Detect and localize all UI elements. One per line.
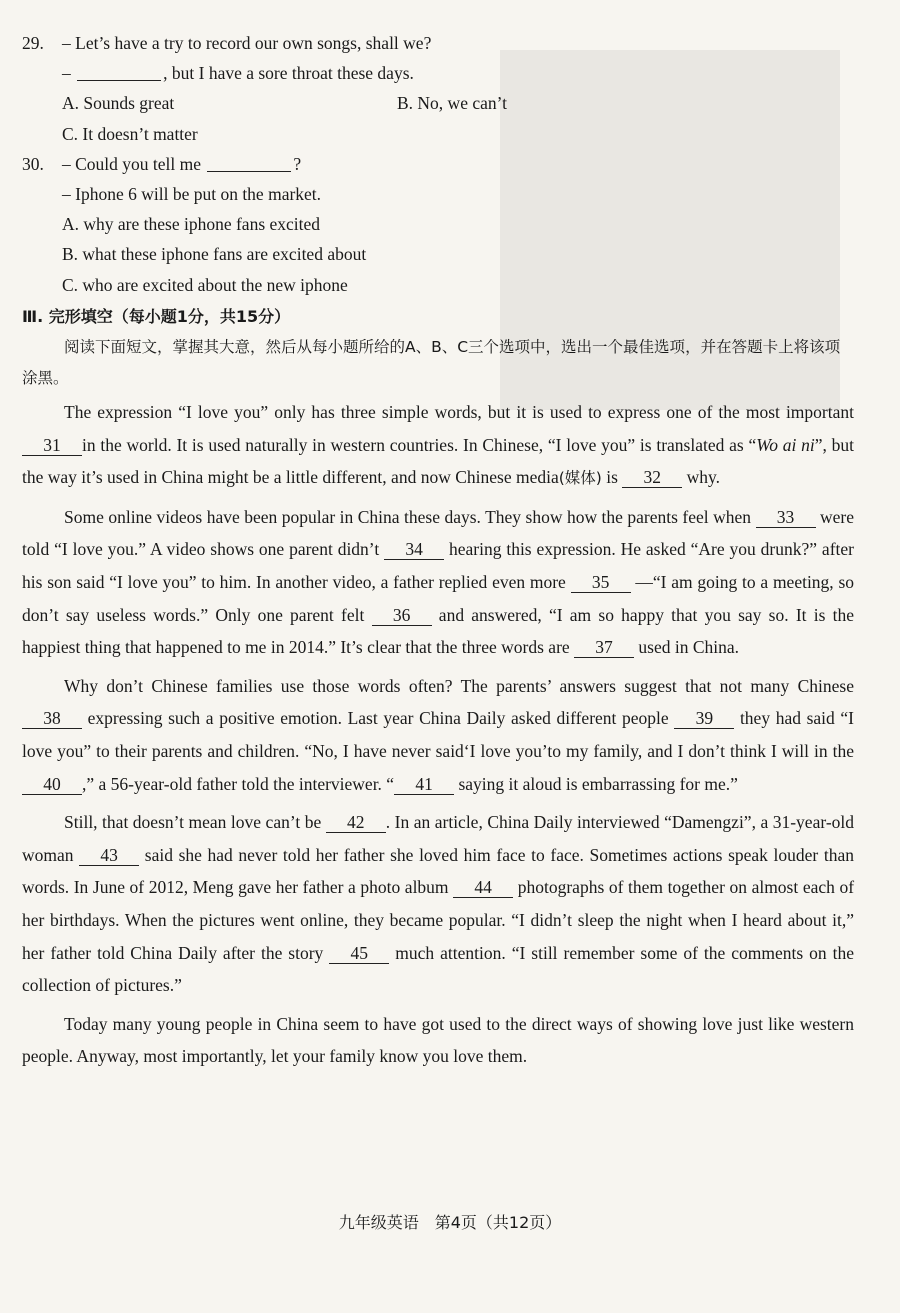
text: were told “I love you.” A video shows one parent didn’t [22,506,855,560]
question-29-prompt: – Let’s have a try to record our own songs, shall we? [62,33,432,53]
text: —“I am going to a meeting, so don’t say useless words.” Only one parent felt [22,572,855,625]
text: and answered, “I am so happy that you say so. It is the happiest thing that happened to me in 2014.” It’s clear that the three words are [22,604,855,658]
text: ,” a 56-year-old father told the interviewer. “ [82,773,395,794]
question-30 [22,149,854,179]
question-number: 29. [22,33,44,53]
option-b[interactable]: B. what these iphone fans are excited about [62,244,367,265]
passage-paragraph-4 [22,806,854,1002]
text: Still, that doesn’t mean love can’t be [64,812,322,833]
section-title: Ⅲ. 完形填空（每小题1分，共15分） [22,306,291,326]
question-mark: ? [293,153,302,174]
text: Some online videos have been popular in China these days. They show how the parents feel when [64,506,752,527]
gap-41: 41 [394,774,454,795]
text: much attention. “I still remember some of the comments on the collection of pictures.” [22,942,855,996]
question-30-prompt [62,149,301,179]
text: photographs of them together on almost each of her birthdays. When the pictures went online, they became popular. “I didn’t sleep the night when I heard about it,” her father told China Daily after the story [22,877,855,963]
question-29 [22,28,854,58]
gap-43: 43 [79,845,139,866]
page-content [22,28,854,1073]
text: ”, but the way it’s used in China might be a little different, and now Chinese media [22,434,854,488]
text: . In an article, China Daily interviewed “Damengzi”, a 31-year-old woman [22,812,855,865]
text: hearing this expression. He asked “Are you drunk?” after his son said “I love you” to him. In another video, a father replied even more [22,539,854,592]
gap-38: 38 [22,708,82,729]
gap-45: 45 [329,943,389,964]
passage-paragraph-5: Today many young people in China seem to have got used to the direct ways of showing love just like western people. Anyway, most importantly, let your family know you love them. [22,1013,854,1067]
passage-paragraph-2 [22,501,854,664]
option-c[interactable]: C. who are excited about the new iphone [62,274,348,295]
passage-paragraph-3 [22,670,854,800]
option-b[interactable]: B. No, we can’t [397,93,507,114]
gap-36: 36 [372,605,432,626]
text: they had said “I love you” to their parents and children. “No, I have never said‘I love you’to my family, and I don’t think I will in the [22,708,854,761]
text: used in China. [638,637,740,658]
option-a[interactable]: A. Sounds great [62,93,175,114]
gap-40: 40 [22,774,82,795]
answer-blank[interactable] [207,155,291,172]
page-footer: 九年级英语 第4页（共12页） [338,1213,562,1232]
question-29-answer-line [22,58,854,88]
question-29-options-row [22,88,854,118]
option-c[interactable]: C. It doesn’t matter [62,123,198,144]
dash: – [62,63,71,84]
question-number: 30. [22,153,44,174]
option-a[interactable]: A. why are these iphone fans excited [62,214,321,235]
question-30-reply: – Iphone 6 will be put on the market. [62,184,322,205]
question-29-answer-suffix: , but I have a sore throat these days. [163,63,414,84]
passage-paragraph-1 [22,396,854,495]
text: in the world. It is used naturally in western countries. In Chinese, “I love you” is translated as “ [82,434,757,455]
gap-42: 42 [326,812,386,833]
gap-33: 33 [756,507,816,528]
section-instruction: 阅读下面短文，掌握其大意，然后从每小题所给的A、B、C三个选项中，选出一个最佳选项，并在答题卡上将该项涂黑。 [22,338,841,388]
text: said she had never told her father she loved him face to face. Sometimes actions speak louder than words. In June of 2012, Meng gave her father a photo album [22,844,855,898]
italic-text: Wo ai ni [756,434,815,455]
question-30-prompt-text: – Could you tell me [62,153,202,174]
text: The expression “I love you” only has three simple words, but it is used to express one of the most important [64,402,854,423]
gap-37: 37 [574,637,634,658]
text: why. [686,467,721,488]
text: saying it aloud is embarrassing for me.” [458,773,738,794]
text: Why don’t Chinese families use those words often? The parents’ answers suggest that not many Chinese [64,675,854,696]
text: expressing such a positive emotion. Last year China Daily asked different people [87,708,669,729]
gap-35: 35 [571,572,631,593]
text: is [606,467,618,488]
gap-44: 44 [453,877,513,898]
chinese-gloss: (媒体) [558,469,602,488]
answer-blank[interactable] [77,64,161,81]
gap-34: 34 [384,539,444,560]
gap-31: 31 [22,435,82,456]
gap-32: 32 [622,467,682,488]
gap-39: 39 [674,708,734,729]
